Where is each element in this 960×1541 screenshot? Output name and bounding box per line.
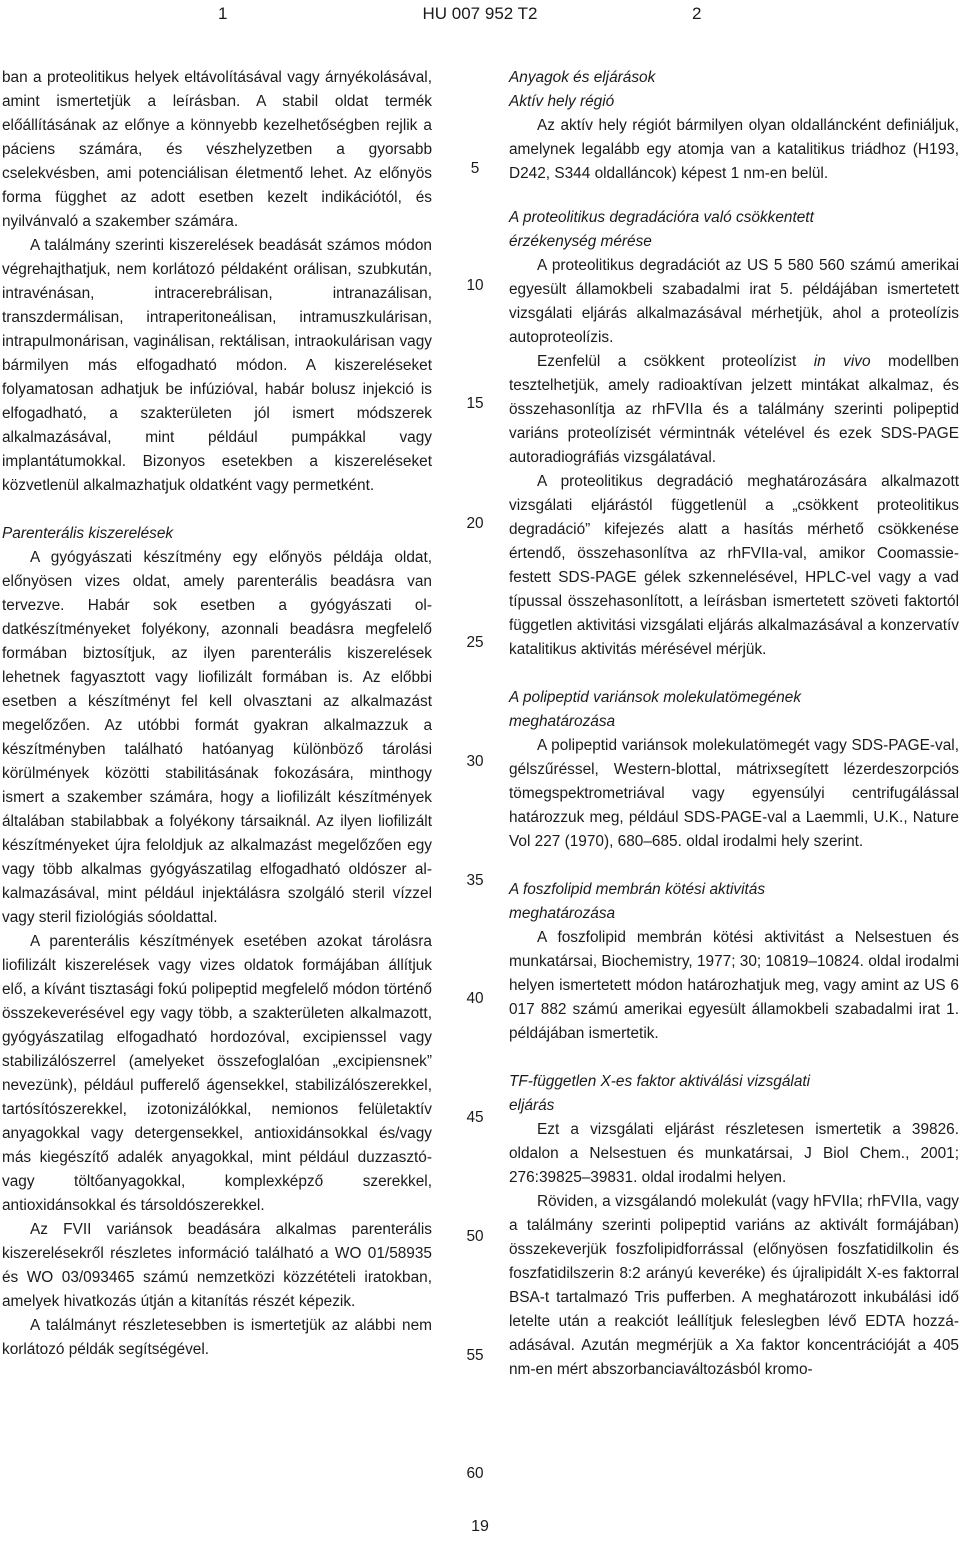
paragraph: A proteolitikus degradáció meghatározására alkalmazott vizsgálati eljárástól függetlenül a „csökkent proteolitikus degradáció” kifejezés alatt a hasítás mérhető csökkenése értendő, összehasonlítva az rhFVIIa-val, amikor Coomassie-festett SDS-PAGE gélek szkennelésével, HPLC-vel vagy a vad típussal összehasonlított, a leírásban ismertetett szöveti faktortól független aktivitási vizsgálati eljárás alkalmazásával a konzervatív katalitikus aktivitás mérésével mérjük.	[509, 473, 959, 658]
paragraph: A parenterális készítmények esetében azokat tárolásra liofilizált kiszerelések vagy vizes oldatok formájában állítjuk elő, a kívánt tisztasági fokú polipeptid megfelelő módon történő összekeverésével egy vagy több, a szakterületen alkalmazott, gyógyászatilag elfogadható hordozóval, excipienssel vagy stabilizálószerrel (amelyeket összefoglalóan „excipiensnek” nevezünk), például pufferelő ágensekkel, stabilizálószerekkel, tartósítószerekkel, izotonizálókkal, nemionos felületaktív anyagokkal vagy detergensekkel, antioxidánsokkal és/vagy más kiegészítő adalék anyagokkal, mint például duzzasztó- vagy töltőanyagokkal, komplexképző szerekkel, antioxidánsokkal és társoldószerekkel.	[2, 933, 432, 1214]
line-number: 5	[470, 160, 480, 177]
paragraph	[509, 350, 959, 470]
page-footer-number: 19	[471, 1518, 489, 1535]
paragraph: A találmány szerinti kiszerelések beadását számos módon végrehajthatjuk, nem korlátozó példaként orálisan, szubkután, intravénásan, intracerebrálisan, intranazálisan, transzdermálisan, intraperitoneálisan, intramuszkulárisan, intrapulmonárisan, vaginálisan, rektálisan, intraokulárisan vagy bármilyen más elfogadható módon. A kiszereléseket folyamatosan adhatjuk be infúzióval, habár bolusz injekció is elfogadható, a szakterületen jól ismert módszerek alkalmazásával, mint például pumpákkal vagy implantátumokkal. Bizonyos esetekben a kiszereléseket közvetlenül alkalmazhatjuk oldatként vagy permetként.	[2, 237, 432, 494]
section-heading: Parenterális kiszerelések	[2, 525, 174, 542]
paragraph: Az aktív hely régiót bármilyen olyan oldalláncként definiáljuk, amelynek legalább egy atomja van a katalitikus triádhoz (H193, D242, S344 oldalláncok) képest 1 nm-en belül.	[509, 117, 959, 182]
line-number: 45	[466, 1109, 484, 1126]
subsection-heading: Aktív hely régió	[509, 93, 615, 110]
subsection-heading: meghatározása	[509, 713, 616, 730]
line-numbers	[460, 0, 500, 1541]
paragraph-text: modellben tesztelhetjük, amely radioaktívan jelzett mintákat alkalmaz, és összehasonlítja az rhFVIIa és a találmány szerinti polipeptid variáns proteolízisét vérmintnák vételével és ezek SDS-PAGE autoradiográfiás vizsgálatával.	[509, 353, 959, 466]
paragraph: A foszfolipid membrán kötési aktivitást a Nelsestuen és munkatársai, Biochemistry, 1977; 30; 10819–10824. oldal irodalmi helyen ismertetett módon határozhatjuk meg, vagy amint az US 6 017 882 számú amerikai egyesült államokbeli szabadalmi irat 1. példájában ismertetik.	[509, 929, 959, 1042]
section-heading: Anyagok és eljárások	[509, 69, 656, 86]
document-id: HU 007 952 T2	[422, 4, 538, 23]
line-number: 60	[466, 1465, 484, 1482]
line-number: 20	[466, 515, 484, 532]
subsection-heading: TF-független X-es faktor aktiválási vizsgálati	[509, 1073, 811, 1090]
line-number: 50	[466, 1228, 484, 1245]
paragraph: A proteolitikus degradációt az US 5 580 560 számú amerikai egyesült államokbeli szabadalmi irat 5. példájában ismertetett vizsgálati eljárás alkalmazásával mérhetjük, ahol a proteolízis autoproteolízis.	[509, 257, 959, 346]
paragraph: A gyógyászati készítmény egy előnyös példája oldat, előnyösen vizes oldat, amely parenterális beadásra van tervezve. Habár sok esetben a gyógyászati oldatkészítményeket folyékony, azonnali beadásra megfelelő formában biztosítjuk, az ilyen parenterális kiszerelések lehetnek fagyasztott vagy liofilizált formában is. Az előbbi esetben a készítményt fel kell olvasztani az alkalmazást megelőzően. Az utóbbi formát gyakran alkalmazzuk a készítményben található hatóanyag különböző tárolási körülmények közötti stabilitásának fokozására, minthogy ismert a szakember számára, hogy a liofilizált készítmények általában stabilabbak a folyékony társaiknál. Az ilyen liofilizált készítményeket újra feloldjuk az alkalmazást megelőzően egy vagy több alkalmas gyógyászatilag elfogadható oldószer alkalmazásával, mint például injektálásra szolgáló steril vízzel vagy steril fiziológiás sóoldattal.	[2, 549, 432, 926]
subsection-heading: A proteolitikus degradációra való csökkentett	[509, 209, 814, 226]
page-number-right: 2	[692, 4, 702, 23]
subsection-heading: A polipeptid variánsok molekulatömegének	[509, 689, 802, 706]
subsection-heading: meghatározása	[509, 905, 616, 922]
right-column	[509, 66, 959, 1382]
subsection-heading: eljárás	[509, 1097, 555, 1114]
paragraph-text: Ezenfelül a csökkent proteolízist	[537, 353, 814, 370]
subsection-heading: érzékenység mérése	[509, 233, 652, 250]
page-number-left: 1	[218, 4, 228, 23]
emphasis-text: in vivo	[813, 353, 871, 370]
paragraph: ban a proteolitikus helyek eltávolításával vagy árnyékolásával, amint ismertetjük a leírásban. A stabil oldat termék előállításának az előnye a könnyebb kezelhetőségben rejlik a páciens számára, és vészhelyzetben a gyorsabb cselekvésben, ami potenciálisan életmentő lehet. Az előnyös forma függhet az adott esetben kezelt indikációtól, és nyilvánvaló a szakember számára.	[2, 69, 432, 230]
line-number: 30	[466, 753, 484, 770]
subsection-heading: A foszfolipid membrán kötési aktivitás	[509, 881, 766, 898]
line-number: 15	[466, 395, 484, 412]
left-column	[2, 66, 432, 1362]
line-number: 35	[466, 872, 484, 889]
paragraph: Az FVII variánsok beadására alkalmas parenterális kiszerelésekről részletes információ található a WO 01/58935 és WO 03/093465 számú nemzetközi közzétételi iratokban, amelyek hivatkozás útján a kitanítás részét képezik.	[2, 1221, 432, 1310]
paragraph: A polipeptid variánsok molekulatömegét vagy SDS-PAGE-val, gélszűréssel, Western-blottal, mátrixsegített lézerdeszorpciós tömegspektrometriával vagy egyensúlyi centrifugálással határozzuk meg, például SDS-PAGE-val a Laemmli, U.K., Nature Vol 227 (1970), 680–685. oldal irodalmi hely szerint.	[509, 737, 959, 850]
paragraph: A találmányt részletesebben is ismertetjük az alábbi nem korlátozó példák segítségével.	[2, 1317, 432, 1358]
line-number: 10	[466, 277, 484, 294]
line-number: 25	[466, 634, 484, 651]
line-number: 55	[466, 1347, 484, 1364]
paragraph: Röviden, a vizsgálandó molekulát (vagy hFVIIa; rhFVIIa, vagy a találmány szerinti polipeptid variáns az aktivált formájában) összekeverjük foszfolipidforrással (előnyösen foszfatidilkolin és foszfatidilszerin 8:2 arányú keveréke) és újralipidált X-es faktorral BSA-t tartalmazó Tris pufferben. A meghatározott inkubálási idő letelte után a reakciót leállítjuk feleslegben lévő EDTA hozzáadásával. Azután megmérjük a Xa faktor koncentrációját a 405 nm-en mért abszorbanciaváltozásból kromo-	[509, 1193, 959, 1378]
paragraph: Ezt a vizsgálati eljárást részletesen ismertetik a 39826. oldalon a Nelsestuen és munkatársai, J Biol Chem., 2001; 276:39825–39831. oldal irodalmi helyen.	[509, 1121, 959, 1186]
line-number: 40	[466, 990, 484, 1007]
